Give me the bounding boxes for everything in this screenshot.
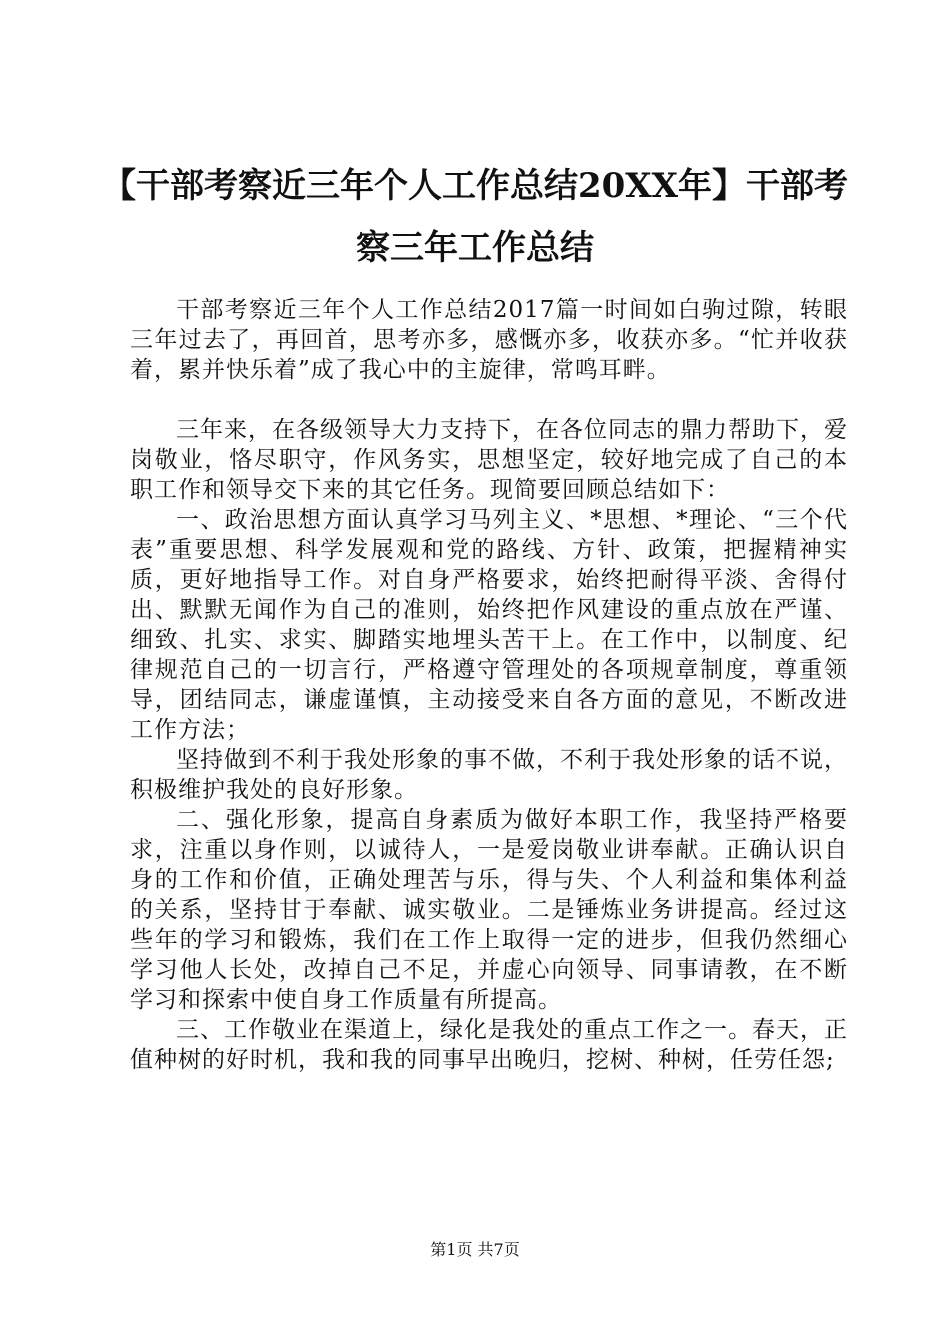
document-body <box>130 295 848 1075</box>
paragraph-section-3: 三、工作敬业在渠道上，绿化是我处的重点工作之一。春天，正值种树的好时机，我和我的同事早出晚归，挖树、种树，任劳任怨; <box>130 1017 848 1073</box>
paragraph-section-1-cont: 坚持做到不利于我处形象的事不做，不利于我处形象的话不说，积极维护我处的良好形象。 <box>130 747 848 803</box>
paragraph-overview: 三年来，在各级领导大力支持下，在各位同志的鼎力帮助下，爱岗敬业，恪尽职守，作风务实，思想坚定，较好地完成了自己的本职工作和领导交下来的其它任务。现简要回顾总结如下： <box>130 417 848 503</box>
paragraph-intro: 干部考察近三年个人工作总结2017篇一时间如白驹过隙，转眼三年过去了，再回首，思考亦多，感慨亦多，收获亦多。“忙并收获着，累并快乐着”成了我心中的主旋律，常鸣耳畔。 <box>130 297 848 383</box>
document-title: 【干部考察近三年个人工作总结20XX年】干部考察三年工作总结 <box>101 166 849 268</box>
page-footer: 第1页 共7页 <box>430 1240 520 1259</box>
paragraph-section-2: 二、强化形象，提高自身素质为做好本职工作，我坚持严格要求，注重以身作则，以诚待人，一是爱岗敬业讲奉献。正确认识自身的工作和价值，正确处理苦与乐，得与失、个人利益和集体利益的关系，坚持甘于奉献、诚实敬业。二是锤炼业务讲提高。经过这些年的学习和锻炼，我们在工作上取得一定的进步，但我仍然细心学习他人长处，改掉自己不足，并虚心向领导、同事请教，在不断学习和探索中使自身工作质量有所提高。 <box>130 807 848 1013</box>
paragraph-section-1: 一、政治思想方面认真学习马列主义、*思想、*理论、“三个代表”重要思想、科学发展观和党的路线、方针、政策，把握精神实质，更好地指导工作。对自身严格要求，始终把耐得平淡、舍得付出、默默无闻作为自己的准则，始终把作风建设的重点放在严谨、细致、扎实、求实、脚踏实地埋头苦干上。在工作中，以制度、纪律规范自己的一切言行，严格遵守管理处的各项规章制度，尊重领导，团结同志，谦虚谨慎，主动接受来自各方面的意见，不断改进工作方法； <box>130 507 848 743</box>
